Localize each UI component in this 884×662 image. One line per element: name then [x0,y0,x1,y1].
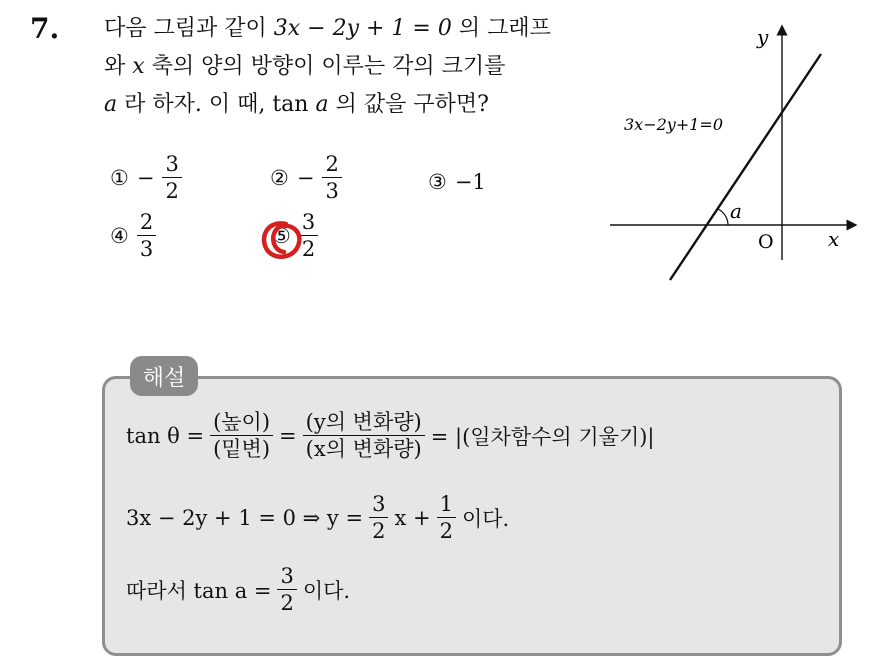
choice-3[interactable] [428,170,486,194]
fraction-denominator: 2 [372,519,386,543]
choice-2[interactable] [270,154,342,202]
question-text-line-1 [104,14,551,44]
fraction-denominator: 3 [325,179,339,203]
choice-4[interactable] [110,212,156,260]
solution-line-1 [126,412,655,460]
fraction-numerator: (높이) [210,412,273,436]
answer-fraction [277,566,296,614]
question-text: 의 그래프 [451,16,551,41]
choice-marker: ⑤ [272,224,291,248]
choice-value: −1 [454,170,486,194]
fraction-numerator: 2 [137,212,156,236]
equation-term: x + [394,506,431,530]
question-text: 의 값을 구하면? [328,92,489,117]
graph-line [670,54,821,280]
sentence-end: 이다. [302,579,351,603]
change-ratio-fraction [303,412,425,460]
choice-marker: ② [270,166,289,190]
fraction-numerator: 1 [437,494,456,518]
fraction-numerator: 3 [299,212,318,236]
question-text: 축의 양의 방향이 이루는 각의 크기를 [144,54,506,79]
fraction-numerator: 3 [162,154,181,178]
x-axis-label: x [828,227,840,251]
angle-arc [718,209,728,225]
question-text-line-2 [104,52,505,82]
conclusion-text: 따라서 tan a = [126,579,272,603]
question-text: 다음 그림과 같이 [104,16,274,41]
choice-sign: − [136,166,155,190]
y-axis-label: y [757,25,769,49]
question-text: 라 하자. 이 때, tan [117,92,316,117]
sentence-end: 이다. [461,507,510,531]
variable-a: a [104,92,118,117]
selection-circle-icon [256,214,306,264]
choice-fraction [322,154,341,202]
choice-marker: ③ [428,170,447,194]
equation-transform: 3x − 2y + 1 = 0 ⇒ y = [126,506,364,530]
choice-fraction [162,154,181,202]
fraction-denominator: 2 [165,179,179,203]
intercept-fraction [437,494,456,542]
variable-x: x [132,54,145,79]
slope-fraction [369,494,388,542]
fraction-denominator: 2 [280,591,294,615]
choice-1[interactable] [110,154,182,202]
question-text-line-3 [104,90,489,120]
choice-sign: − [296,166,315,190]
fraction-numerator: 3 [369,494,388,518]
fraction-numerator: (y의 변화량) [303,412,425,436]
fraction-numerator: 3 [277,566,296,590]
fraction-denominator: 3 [139,237,154,261]
fraction-denominator: (x의 변화량) [305,437,422,461]
choice-fraction [137,212,156,260]
equation-inline: 3x − 2y + 1 = 0 [273,16,452,41]
question-number: 7. [30,12,60,45]
slope-absolute: = |(일차함수의 기울기)| [430,425,655,449]
fraction-numerator: 2 [322,154,341,178]
equation-label: 3x−2y+1=0 [624,115,723,134]
choice-marker: ① [110,166,129,190]
angle-label: a [730,199,742,223]
variable-a: a [315,92,329,117]
solution-tag: 해설 [130,356,198,396]
question-text: 와 [104,54,133,79]
origin-label: O [758,231,774,253]
fraction-denominator: (밑변) [213,437,271,461]
choice-marker: ④ [110,224,129,248]
line-graph [606,22,862,292]
fraction-denominator: 2 [301,237,316,261]
height-over-base-fraction [210,412,273,460]
fraction-denominator: 2 [439,519,453,543]
solution-line-2 [126,494,509,542]
equals-sign: = [279,424,297,448]
solution-line-3 [126,566,350,614]
tan-theta: tan θ = [126,424,205,448]
